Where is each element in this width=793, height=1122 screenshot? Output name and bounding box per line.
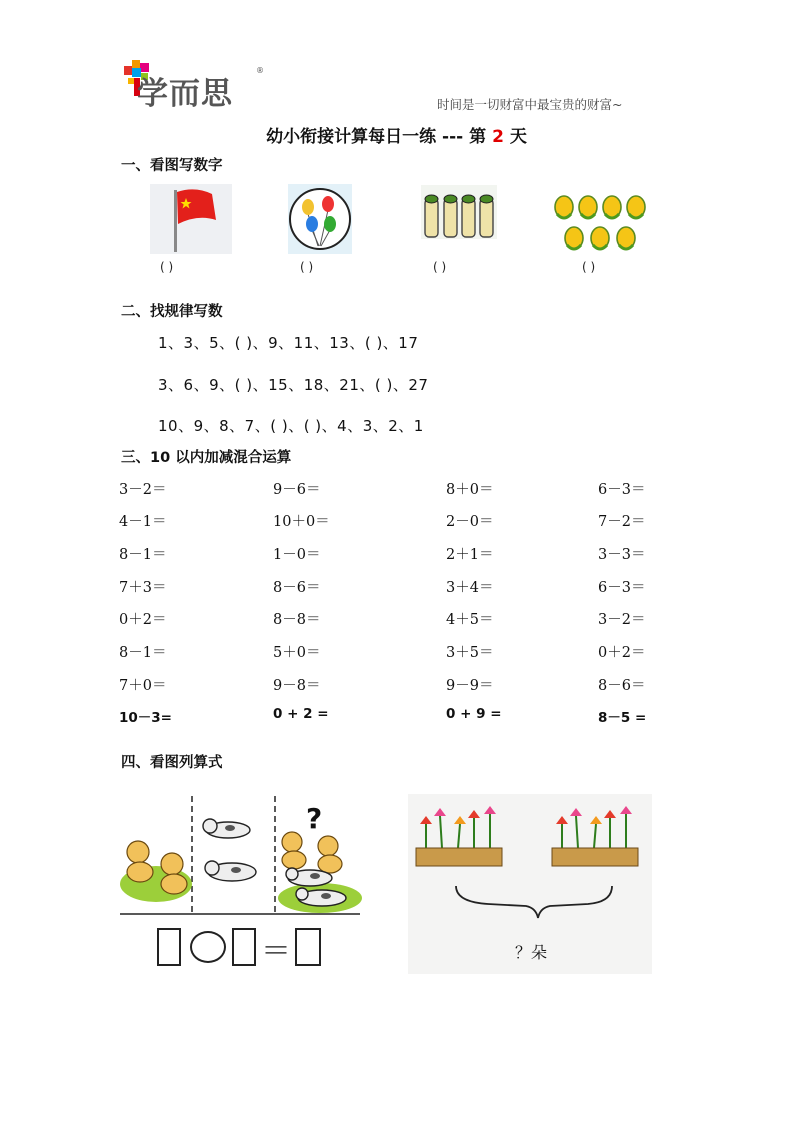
equals-sign: ＝ (261, 934, 291, 969)
equation: 0＋2＝ (598, 645, 646, 661)
flower-count-label: ？朵 (515, 943, 548, 962)
equation: 2＋1＝ (446, 547, 494, 563)
equation: 4－1＝ (119, 514, 167, 530)
equation: 0 + 2 = (273, 706, 329, 722)
sequence-3: 10、9、8、7、( )、( )、4、3、2、1 (158, 417, 424, 435)
equation: 2－0＝ (446, 514, 494, 530)
equation: 10＋0＝ (273, 514, 330, 530)
section-4-heading: 四、看图列算式 (121, 755, 223, 771)
answer-box-1[interactable] (157, 928, 181, 966)
equation: 7＋3＝ (119, 580, 167, 596)
equation: 4＋5＝ (446, 612, 494, 628)
equation: 6－3＝ (598, 580, 646, 596)
corn-picture (552, 194, 648, 256)
brand-name: 学而思 (137, 76, 233, 112)
answer-blank-2[interactable]: ( ) (300, 260, 314, 274)
equation: 8－1＝ (119, 547, 167, 563)
equation: 8－1＝ (119, 645, 167, 661)
equation: 6－3＝ (598, 482, 646, 498)
section-2-heading: 二、找规律写数 (121, 304, 223, 320)
answer-box-3[interactable] (295, 928, 321, 966)
operator-circle[interactable] (190, 931, 226, 963)
sequence-2: 3、6、9、( )、15、18、21、( )、27 (158, 376, 429, 394)
equation: 9－6＝ (273, 482, 321, 498)
equation: 0＋2＝ (119, 612, 167, 628)
equation: 0 + 9 = (446, 706, 502, 722)
equation: 7＋0＝ (119, 678, 167, 694)
answer-blank-3[interactable]: ( ) (433, 260, 447, 274)
equation: 7－2＝ (598, 514, 646, 530)
bamboo-sticks-picture (421, 185, 497, 239)
equation: 10－3= (119, 710, 172, 726)
title-text: 幼小衔接计算每日一练 --- 第 (266, 127, 487, 147)
equation: 8－8＝ (273, 612, 321, 628)
title-day: 2 (492, 127, 504, 147)
equation: 8－6＝ (273, 580, 321, 596)
answer-blank-4[interactable]: ( ) (582, 260, 596, 274)
balloons-picture (288, 184, 352, 254)
answer-blank-1[interactable]: ( ) (160, 260, 174, 274)
equation: 8－6＝ (598, 678, 646, 694)
equation: 9－9＝ (446, 678, 494, 694)
equation: 3－2＝ (119, 482, 167, 498)
motto: 时间是一切财富中最宝贵的财富~ (437, 97, 623, 112)
equation: 8－5 = (598, 710, 647, 726)
equation: 3＋4＝ (446, 580, 494, 596)
section-3-heading: 三、10 以内加减混合运算 (121, 450, 292, 466)
equation: 9－8＝ (273, 678, 321, 694)
page-title (0, 122, 793, 147)
answer-box-2[interactable] (232, 928, 256, 966)
section-1-heading: 一、看图写数字 (121, 158, 223, 174)
registered-mark: ® (256, 66, 264, 75)
equation: 3－3＝ (598, 547, 646, 563)
sequence-1: 1、3、5、( )、9、11、13、( )、17 (158, 334, 419, 352)
equation: 5＋0＝ (273, 645, 321, 661)
equation: 3＋5＝ (446, 645, 494, 661)
question-mark: ? (306, 802, 323, 835)
equation: 1－0＝ (273, 547, 321, 563)
equation: 8＋0＝ (446, 482, 494, 498)
flag-picture (150, 184, 232, 254)
equation: 3－2＝ (598, 612, 646, 628)
title-suffix: 天 (509, 127, 527, 147)
